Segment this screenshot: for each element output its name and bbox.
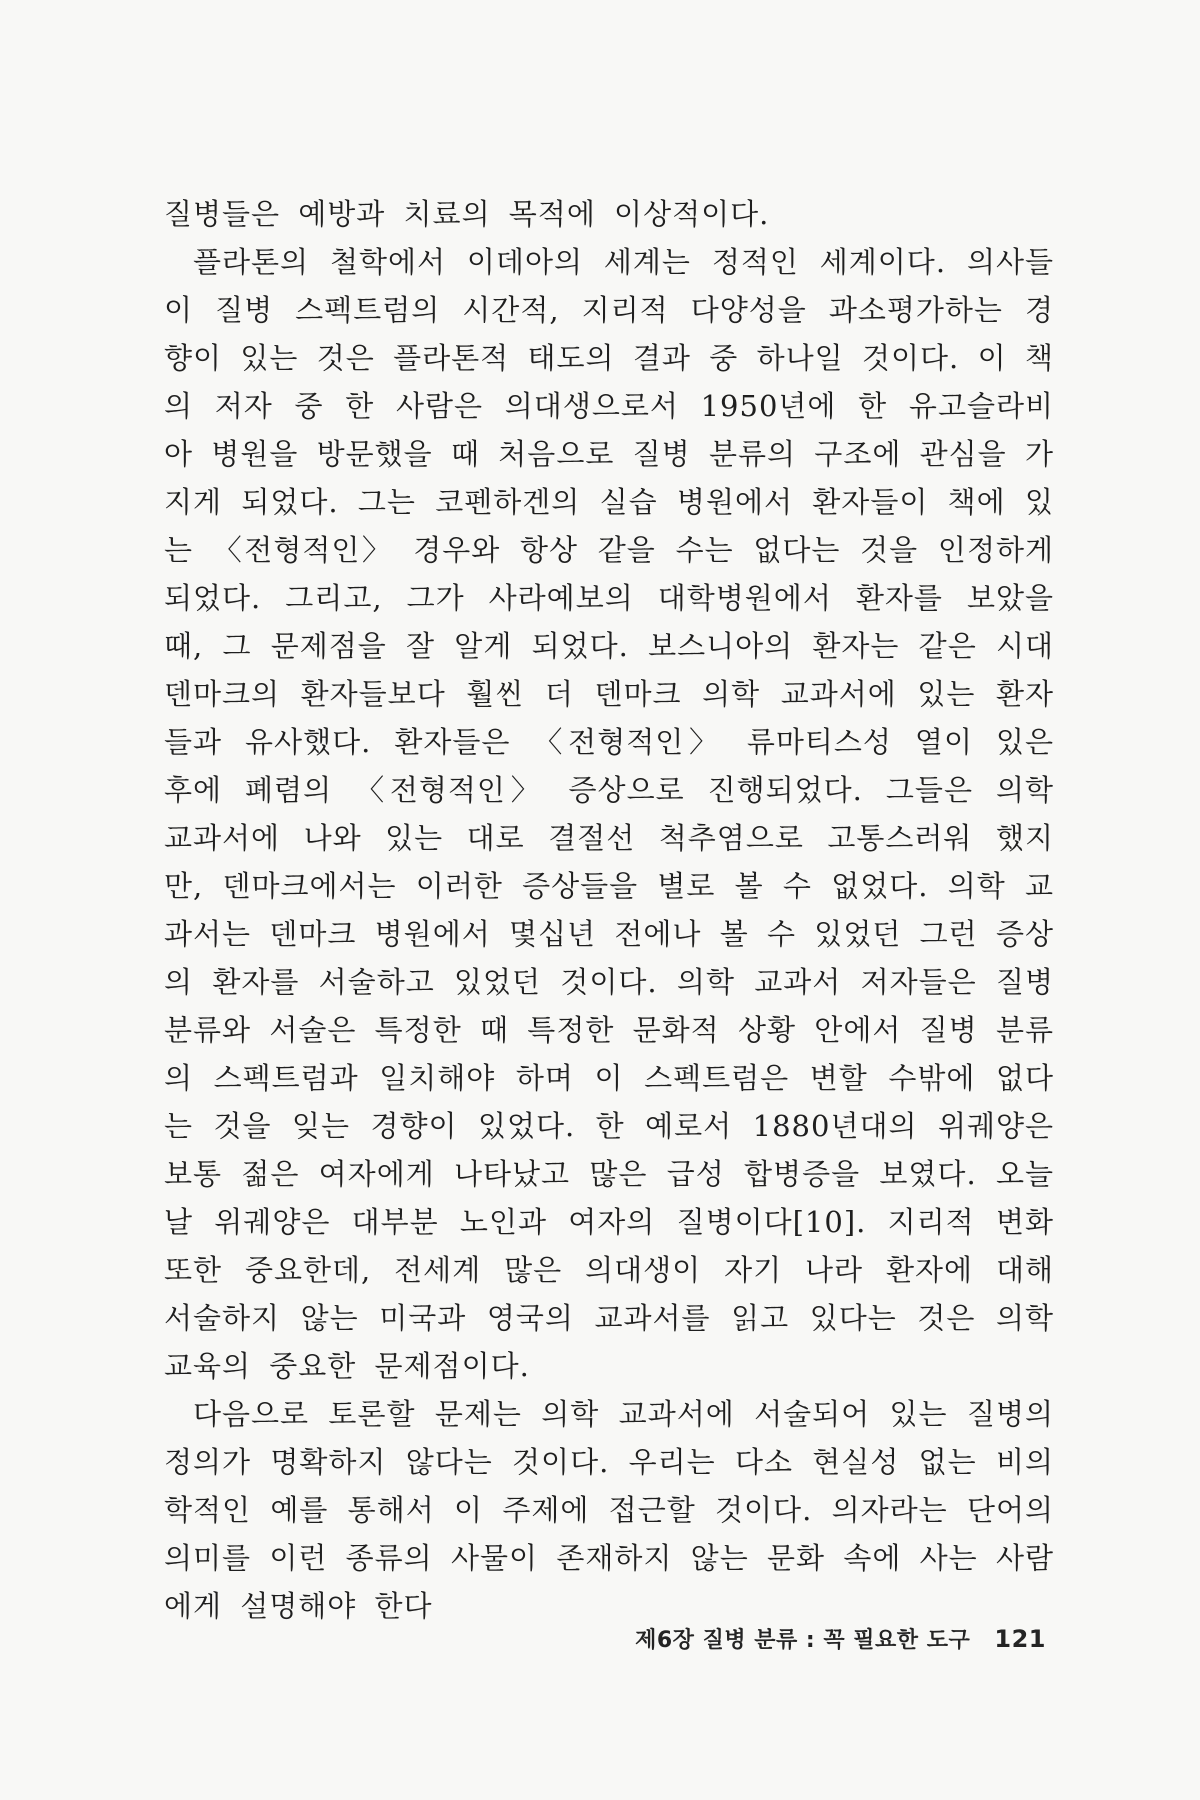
paragraph-plato: 플라톤의 철학에서 이데아의 세계는 정적인 세계이다. 의사들이 질병 스펙트럼의 시간적, 지리적 다양성을 과소평가하는 경향이 있는 것은 플라톤적 태도의 결과 중 하나일 것이다. 이 책의 저자 중 한 사람은 의대생으로서 1950년에 한 유고슬라비아 병원을 방문했을 때 처음으로 질병 분류의 구조에 관심을 가지게 되었다. 그는 코펜하겐의 실습 병원에서 환자들이 책에 있는 〈전형적인〉 경우와 항상 같을 수는 없다는 것을 인정하게 되었다. 그리고, 그가 사라예보의 대학병원에서 환자를 보았을 때, 그 문제점을 잘 알게 되었다. 보스니아의 환자는 같은 시대 덴마크의 환자들보다 훨씬 더 덴마크 의학 교과서에 있는 환자들과 유사했다. 환자들은 〈전형적인〉 류마티스성 열이 있은 후에 폐렴의 〈전형적인〉 증상으로 진행되었다. 그들은 의학 교과서에 나와 있는 대로 결절선 척추염으로 고통스러워 했지만, 덴마크에서는 이러한 증상들을 별로 볼 수 없었다. 의학 교과서는 덴마크 병원에서 몇십년 전에나 볼 수 있었던 그런 증상의 환자를 서술하고 있었던 것이다. 의학 교과서 저자들은 질병 분류와 서술은 특정한 때 특정한 문화적 상황 안에서 질병 분류의 스펙트럼과 일치해야 하며 이 스펙트럼은 변할 수밖에 없다는 것을 잊는 경향이 있었다. 한 예로서 1880년대의 위궤양은 보통 젊은 여자에게 나타났고 많은 급성 합병증을 보였다. 오늘날 위궤양은 대부분 노인과 여자의 질병이다[10]. 지리적 변화 또한 중요한데, 전세계 많은 의대생이 자기 나라 환자에 대해 서술하지 않는 미국과 영국의 교과서를 읽고 있다는 것은 의학교육의 중요한 문제점이다. — [164, 245, 1054, 1383]
page-footer — [635, 1623, 1046, 1654]
page-number: 121 — [994, 1625, 1046, 1653]
running-title: 제6장 질병 분류 : 꼭 필요한 도구 — [635, 1628, 971, 1653]
body-text — [164, 190, 1054, 1630]
paragraph-continued: 질병들은 예방과 치료의 목적에 이상적이다. — [164, 197, 770, 231]
paragraph-definition: 다음으로 토론할 문제는 의학 교과서에 서술되어 있는 질병의 정의가 명확하지 않다는 것이다. 우리는 다소 현실성 없는 비의학적인 예를 통해서 이 주제에 접근할 것이다. 의자라는 단어의 의미를 이런 종류의 사물이 존재하지 않는 문화 속에 사는 사람에게 설명해야 한다 — [164, 1397, 1054, 1623]
